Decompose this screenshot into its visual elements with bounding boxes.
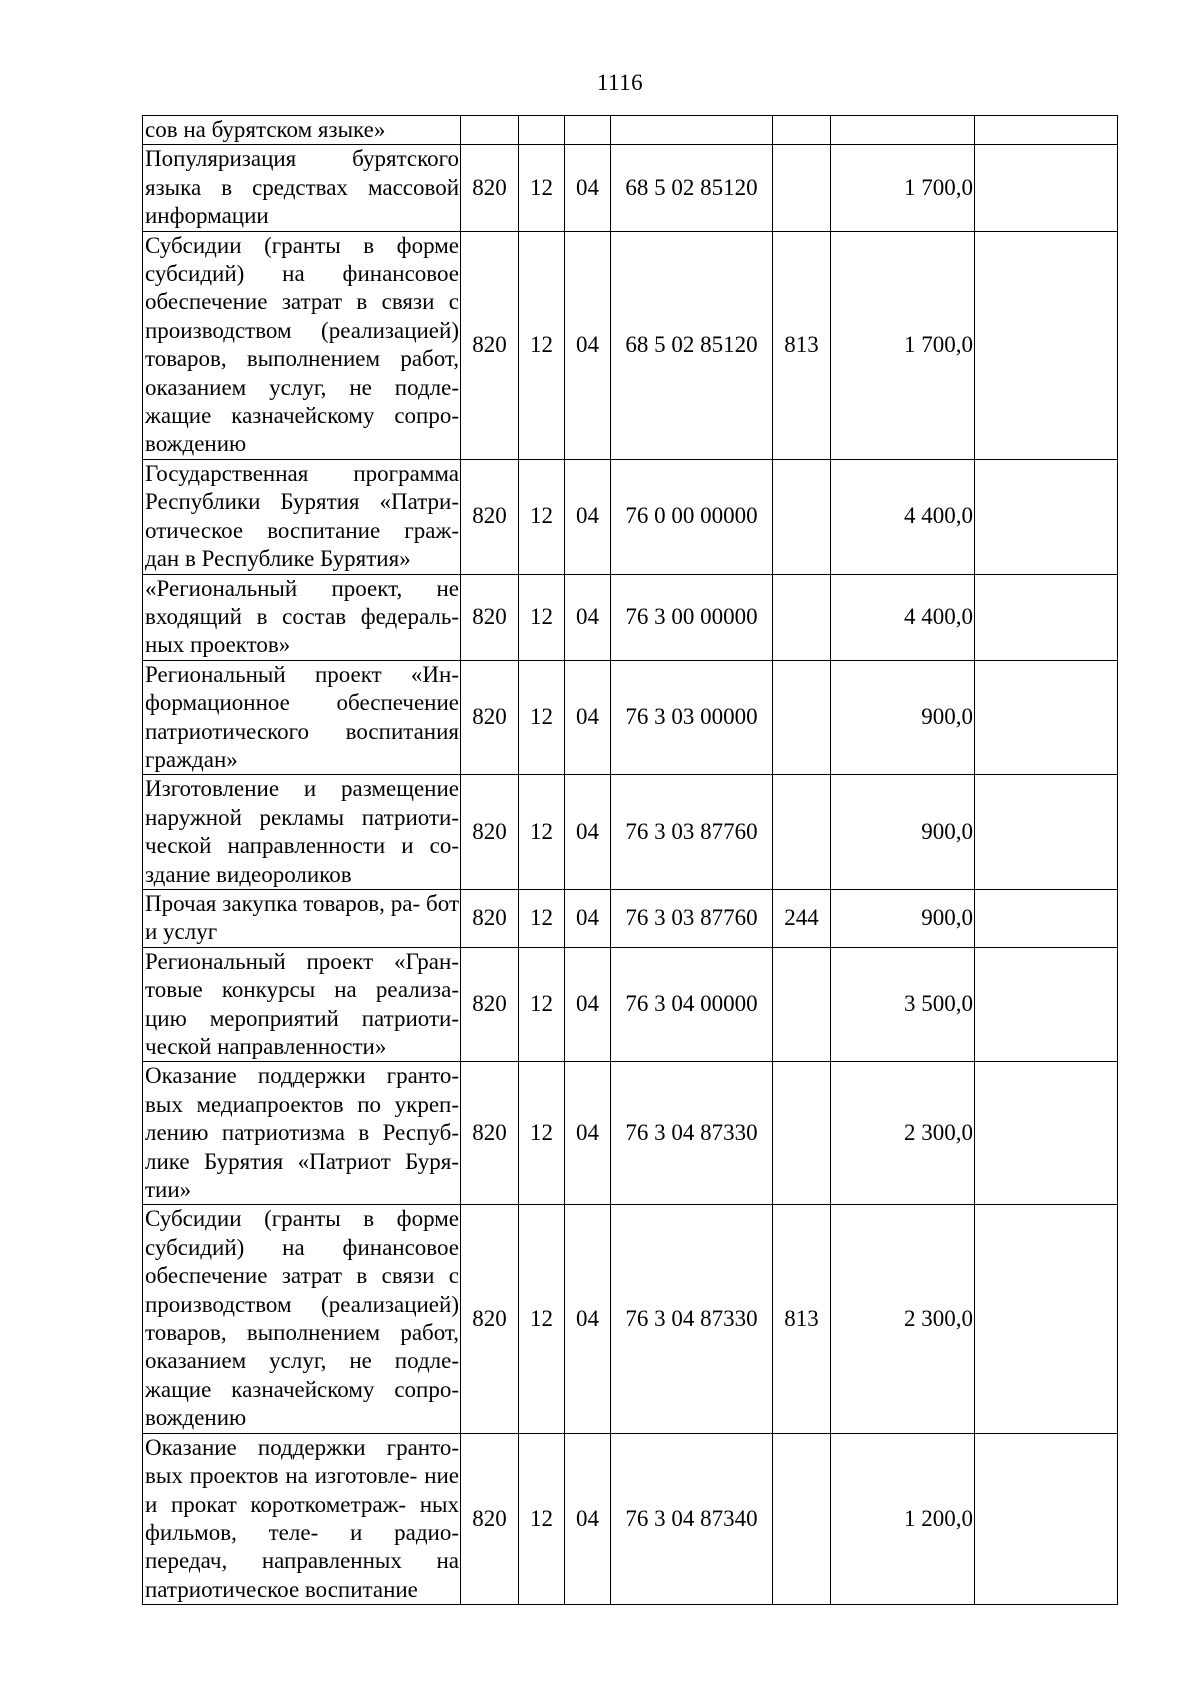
cell-name — [143, 145, 461, 231]
cell-name-line: товые конкурсы на реализа- — [145, 977, 459, 1003]
cell-name-line: Субсидии (гранты в форме — [145, 232, 459, 258]
cell-amount: 1 700,0 — [831, 145, 975, 231]
cell-name-line: лике Бурятия «Патриот Буря- — [145, 1148, 459, 1174]
cell-name-line: жащие казначейскому сопро- — [145, 1376, 459, 1402]
cell-name-line: ческой направленности и со- — [145, 833, 459, 859]
cell-expense-type — [773, 1062, 831, 1205]
cell-name-line: наружной рекламы патриоти- — [145, 804, 459, 830]
cell-name — [143, 775, 461, 890]
cell-name — [143, 1433, 461, 1604]
cell-admin-code: 820 — [461, 1062, 519, 1205]
cell-subsection: 04 — [565, 459, 611, 574]
cell-expense-type — [773, 574, 831, 660]
cell-extra — [975, 145, 1118, 231]
cell-section: 12 — [519, 574, 565, 660]
table-row — [143, 947, 1118, 1062]
budget-table — [142, 115, 1118, 1605]
cell-extra — [975, 660, 1118, 775]
cell-name — [143, 1205, 461, 1433]
cell-name-line: информации — [145, 203, 269, 229]
cell-target-article: 76 3 04 87330 — [611, 1062, 773, 1205]
cell-expense-type — [773, 947, 831, 1062]
cell-name — [143, 574, 461, 660]
cell-name-line: субсидий) на финансовое — [145, 1234, 459, 1260]
cell-name-line: языка в средствах массовой — [145, 174, 459, 200]
cell-admin-code: 820 — [461, 947, 519, 1062]
cell-name-line: товаров, выполнением работ, — [145, 346, 459, 372]
cell-extra — [975, 459, 1118, 574]
cell-name-line: бот и услуг — [145, 890, 459, 945]
cell-name-line: Изготовление и размещение — [145, 776, 459, 802]
cell-expense-type — [773, 775, 831, 890]
cell-expense-type — [773, 116, 831, 145]
cell-expense-type — [773, 1433, 831, 1604]
cell-expense-type — [773, 459, 831, 574]
cell-name-line: лению патриотизма в Респуб- — [145, 1120, 459, 1146]
cell-subsection: 04 — [565, 889, 611, 947]
cell-amount: 1 200,0 — [831, 1433, 975, 1604]
cell-extra — [975, 1062, 1118, 1205]
cell-section: 12 — [519, 889, 565, 947]
cell-name-line: ных фильмов, теле- и радио- — [145, 1491, 459, 1545]
budget-table-body — [143, 116, 1118, 1605]
cell-name-line: входящий в состав федераль- — [145, 603, 459, 629]
table-row — [143, 1433, 1118, 1604]
cell-section: 12 — [519, 231, 565, 459]
cell-admin-code: 820 — [461, 660, 519, 775]
cell-subsection: 04 — [565, 231, 611, 459]
cell-admin-code: 820 — [461, 574, 519, 660]
cell-subsection: 04 — [565, 1433, 611, 1604]
cell-subsection: 04 — [565, 947, 611, 1062]
cell-section — [519, 116, 565, 145]
cell-name-line: Республики Бурятия «Патри- — [145, 489, 459, 515]
cell-name-line: передач, направленных на — [145, 1548, 459, 1574]
cell-section: 12 — [519, 775, 565, 890]
cell-target-article: 76 3 04 00000 — [611, 947, 773, 1062]
cell-name-line: ческой направленности» — [145, 1034, 387, 1059]
cell-target-article: 68 5 02 85120 — [611, 231, 773, 459]
cell-admin-code — [461, 116, 519, 145]
cell-name-line: здание видеороликов — [145, 861, 352, 887]
cell-target-article: 76 3 03 87760 — [611, 889, 773, 947]
cell-expense-type: 813 — [773, 1205, 831, 1433]
cell-name-line: оказанием услуг, не подле- — [145, 1348, 459, 1374]
cell-name-line: тии» — [145, 1177, 192, 1203]
cell-target-article: 68 5 02 85120 — [611, 145, 773, 231]
cell-subsection: 04 — [565, 1062, 611, 1205]
cell-target-article: 76 0 00 00000 — [611, 459, 773, 574]
cell-name — [143, 459, 461, 574]
cell-amount: 2 300,0 — [831, 1062, 975, 1205]
cell-subsection: 04 — [565, 775, 611, 890]
table-row — [143, 1062, 1118, 1205]
cell-name-line: патриотического воспитания — [145, 718, 459, 744]
table-row — [143, 775, 1118, 890]
cell-section: 12 — [519, 1062, 565, 1205]
table-row — [143, 116, 1118, 145]
cell-name-line: Прочая закупка товаров, ра- — [145, 890, 421, 916]
cell-name-line: субсидий) на финансовое — [145, 261, 459, 287]
cell-section: 12 — [519, 947, 565, 1062]
table-row — [143, 660, 1118, 775]
cell-target-article: 76 3 03 00000 — [611, 660, 773, 775]
cell-amount: 900,0 — [831, 660, 975, 775]
table-row — [143, 1205, 1118, 1433]
cell-name-line: патриотическое воспитание — [145, 1576, 418, 1602]
cell-amount: 900,0 — [831, 775, 975, 890]
cell-expense-type — [773, 660, 831, 775]
cell-extra — [975, 1205, 1118, 1433]
cell-name-line: ных проектов» — [145, 632, 291, 658]
cell-name-line: обеспечение затрат в связи с — [145, 1263, 459, 1289]
cell-name-line: обеспечение затрат в связи с — [145, 289, 459, 315]
cell-name-line: Популяризация бурятского — [145, 146, 459, 172]
cell-extra — [975, 1433, 1118, 1604]
table-row — [143, 145, 1118, 231]
cell-amount: 4 400,0 — [831, 459, 975, 574]
cell-name-line: товаров, выполнением работ, — [145, 1320, 459, 1346]
table-row — [143, 574, 1118, 660]
cell-name-line: вождению — [145, 431, 247, 457]
cell-name — [143, 231, 461, 459]
cell-name — [143, 116, 461, 145]
page-number: 1116 — [596, 70, 644, 95]
cell-name-line: сов на бурятском языке» — [145, 117, 386, 142]
cell-extra — [975, 947, 1118, 1062]
cell-target-article: 76 3 00 00000 — [611, 574, 773, 660]
cell-admin-code: 820 — [461, 1205, 519, 1433]
cell-admin-code: 820 — [461, 1433, 519, 1604]
cell-extra — [975, 116, 1118, 145]
cell-name-line: Региональный проект «Гран- — [145, 948, 459, 974]
table-row — [143, 231, 1118, 459]
cell-extra — [975, 231, 1118, 459]
cell-name-line: формационное обеспечение — [145, 690, 459, 716]
cell-subsection: 04 — [565, 1205, 611, 1433]
cell-name-line: вых медиапроектов по укреп- — [145, 1091, 459, 1117]
cell-name-line: вых проектов на изготовле- — [145, 1463, 418, 1489]
cell-name — [143, 947, 461, 1062]
cell-name-line: Оказание поддержки гранто- — [145, 1063, 459, 1089]
cell-extra — [975, 889, 1118, 947]
cell-name-line: Оказание поддержки гранто- — [145, 1434, 459, 1460]
cell-amount: 1 700,0 — [831, 231, 975, 459]
cell-amount: 4 400,0 — [831, 574, 975, 660]
cell-target-article: 76 3 04 87340 — [611, 1433, 773, 1604]
cell-name-line: граждан» — [145, 746, 238, 772]
cell-name — [143, 660, 461, 775]
cell-admin-code: 820 — [461, 145, 519, 231]
cell-target-article: 76 3 04 87330 — [611, 1205, 773, 1433]
cell-name-line: Субсидии (гранты в форме — [145, 1206, 459, 1232]
cell-section: 12 — [519, 1433, 565, 1604]
cell-amount: 900,0 — [831, 889, 975, 947]
cell-name-line: дан в Республике Бурятия» — [145, 546, 411, 572]
cell-subsection: 04 — [565, 660, 611, 775]
cell-amount: 2 300,0 — [831, 1205, 975, 1433]
cell-name-line: ние и прокат короткометраж- — [145, 1463, 460, 1517]
cell-admin-code: 820 — [461, 889, 519, 947]
table-row — [143, 889, 1118, 947]
cell-subsection: 04 — [565, 145, 611, 231]
cell-name-line: производством (реализацией) — [145, 317, 459, 343]
cell-expense-type — [773, 145, 831, 231]
cell-admin-code: 820 — [461, 231, 519, 459]
cell-extra — [975, 574, 1118, 660]
cell-name-line: вождению — [145, 1405, 247, 1431]
cell-name-line: Региональный проект «Ин- — [145, 661, 459, 687]
cell-subsection — [565, 116, 611, 145]
cell-expense-type: 244 — [773, 889, 831, 947]
cell-name-line: «Региональный проект, не — [145, 575, 459, 601]
cell-admin-code: 820 — [461, 459, 519, 574]
cell-name — [143, 1062, 461, 1205]
cell-section: 12 — [519, 459, 565, 574]
cell-section: 12 — [519, 1205, 565, 1433]
table-row — [143, 459, 1118, 574]
cell-admin-code: 820 — [461, 775, 519, 890]
cell-expense-type: 813 — [773, 231, 831, 459]
cell-name-line: Государственная программа — [145, 460, 459, 486]
cell-section: 12 — [519, 145, 565, 231]
cell-amount — [831, 116, 975, 145]
cell-target-article — [611, 116, 773, 145]
cell-name-line: отическое воспитание граж- — [145, 517, 459, 543]
cell-subsection: 04 — [565, 574, 611, 660]
cell-extra — [975, 775, 1118, 890]
cell-name — [143, 889, 461, 947]
cell-name-line: жащие казначейскому сопро- — [145, 403, 459, 429]
cell-amount: 3 500,0 — [831, 947, 975, 1062]
cell-target-article: 76 3 03 87760 — [611, 775, 773, 890]
cell-section: 12 — [519, 660, 565, 775]
cell-name-line: производством (реализацией) — [145, 1291, 459, 1317]
cell-name-line: оказанием услуг, не подле- — [145, 374, 459, 400]
cell-name-line: цию мероприятий патриоти- — [145, 1005, 459, 1031]
